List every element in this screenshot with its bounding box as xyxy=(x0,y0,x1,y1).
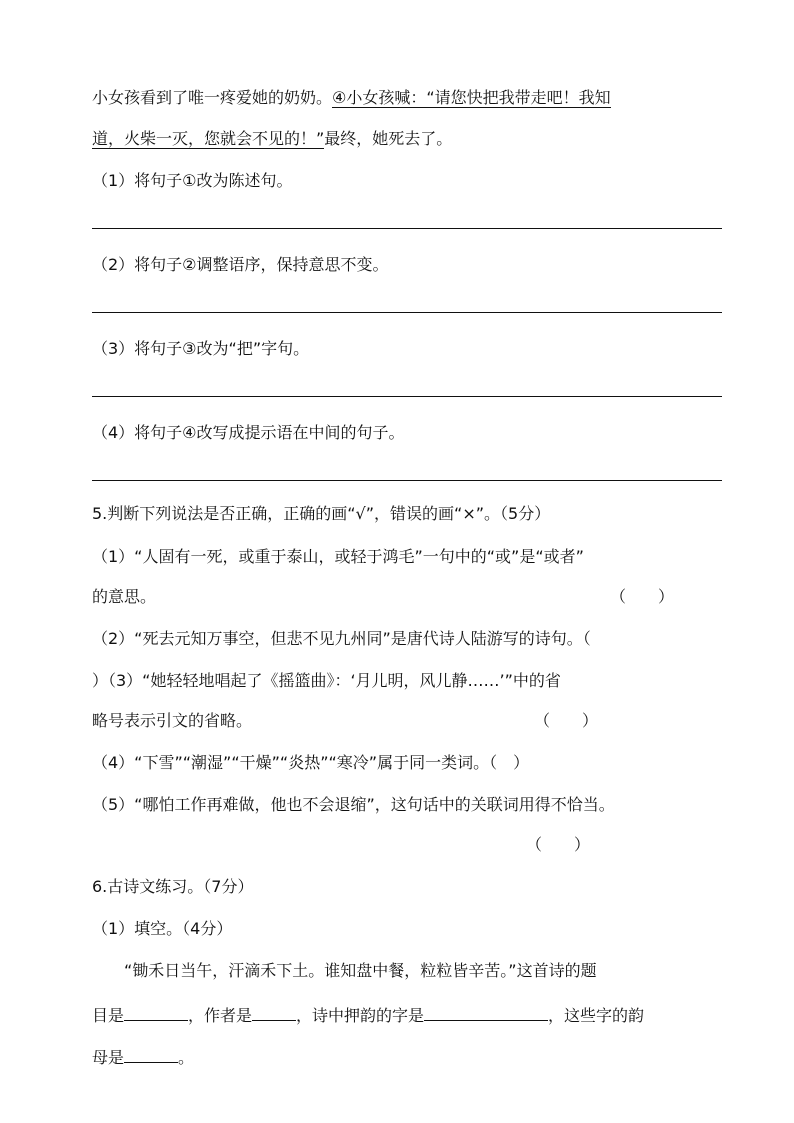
passage-text-end: 最终，她死去了。 xyxy=(324,129,453,148)
fill-text: ，作者是 xyxy=(188,1006,253,1025)
q6-title: 6.古诗文练习。（7分） xyxy=(92,877,254,896)
q4-sub1: （1）将句子①改为陈述句。 xyxy=(92,171,293,190)
q6-sub1: （1）填空。（4分） xyxy=(92,919,233,938)
q5-item1: （1）“人固有一死，或重于泰山，或轻于鸿毛”一句中的“或”是“或者” xyxy=(92,547,584,566)
blank-rhyme-chars[interactable] xyxy=(424,1003,548,1021)
fill-text: ，这些字的韵 xyxy=(548,1006,645,1025)
fill-text: 。 xyxy=(178,1048,195,1067)
q4-sub4: （4）将句子④改写成提示语在中间的句子。 xyxy=(92,423,405,442)
blank-author[interactable] xyxy=(252,1003,296,1021)
answer-line-4[interactable] xyxy=(92,480,722,481)
passage-line-2 xyxy=(92,129,452,149)
answer-line-3[interactable] xyxy=(92,396,722,397)
poem-line: “锄禾日当午，汗滴禾下土。谁知盘中餐，粒粒皆辛苦。”这首诗的题 xyxy=(124,961,597,980)
passage-line-1 xyxy=(92,88,611,108)
fill-line-1 xyxy=(92,1003,644,1026)
blank-rhyme-final[interactable] xyxy=(124,1045,178,1063)
answer-line-2[interactable] xyxy=(92,312,722,313)
sentence-4-underlined: ④小女孩喊：“请您快把我带走吧！我知 xyxy=(332,88,611,107)
passage-text: 小女孩看到了唯一疼爱她的奶奶。 xyxy=(92,88,333,107)
fill-line-2 xyxy=(92,1045,194,1068)
q4-sub3: （3）将句子③改为“把”字句。 xyxy=(92,339,310,358)
answer-paren-5[interactable]: （ ） xyxy=(526,835,591,854)
blank-title[interactable] xyxy=(124,1003,188,1021)
q5-item4: （4）“下雪”“潮湿”“干燥”“炎热”“寒冷”属于同一类词。（ ） xyxy=(92,753,530,772)
fill-text: 目是 xyxy=(92,1006,125,1025)
q5-item3-cont: 略号表示引文的省略。 xyxy=(92,711,253,730)
answer-line-1[interactable] xyxy=(92,228,722,229)
fill-text: ，诗中押韵的字是 xyxy=(296,1006,425,1025)
answer-paren-1[interactable]: （ ） xyxy=(610,587,675,606)
q5-item2: （2）“死去元知万事空，但悲不见九州同”是唐代诗人陆游写的诗句。（ xyxy=(92,629,591,648)
q5-title: 5.判断下列说法是否正确，正确的画“√”，错误的画“×”。（5分） xyxy=(92,504,551,523)
q5-item1-cont: 的意思。 xyxy=(92,587,157,606)
sentence-4-underlined-continued: 道，火柴一灭，您就会不见的！” xyxy=(92,129,325,148)
q5-item5: （5）“哪怕工作再难做，他也不会退缩”，这句话中的关联词用得不恰当。 xyxy=(92,795,615,814)
fill-text: 母是 xyxy=(92,1048,125,1067)
q4-sub2: （2）将句子②调整语序，保持意思不变。 xyxy=(92,255,389,274)
answer-paren-3[interactable]: （ ） xyxy=(534,711,599,730)
q5-item3: ）（3）“她轻轻地唱起了《摇篮曲》：‘月儿明，风儿静……’”中的省 xyxy=(92,671,561,690)
